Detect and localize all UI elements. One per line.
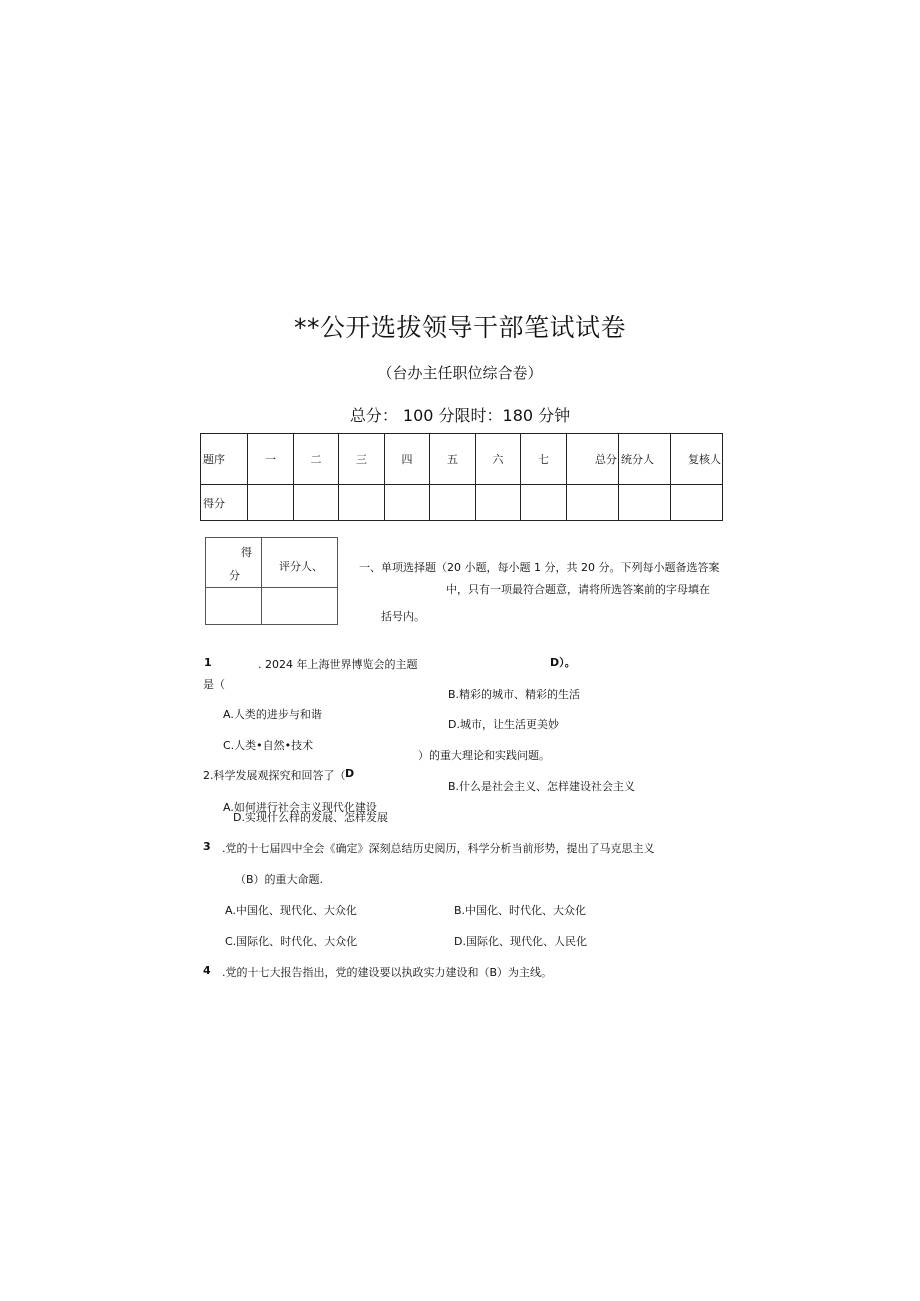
q1-option-c: C.人类•自然•技术	[223, 739, 314, 752]
grader-box-line	[205, 537, 338, 538]
score-input-q7[interactable]	[521, 485, 567, 521]
section-instruction-line1: 一、单项选择题（20 小题，每小题 1 分，共 20 分。下列每小题备选答案	[359, 561, 720, 574]
cell-q2: 二	[294, 434, 339, 485]
q2-option-b: B.什么是社会主义、怎样建设社会主义	[448, 780, 636, 793]
grader-box-line	[205, 624, 338, 625]
cell-q1: 一	[248, 434, 294, 485]
q1-answer: D）。	[550, 656, 576, 669]
score-table-score-row	[201, 485, 723, 521]
q2-text-tail: ）的重大理论和实践问题。	[418, 749, 550, 762]
grader-score-label-1: 得	[241, 546, 252, 559]
cell-q3: 三	[339, 434, 385, 485]
cell-question-no: 题序	[201, 434, 248, 485]
q2-answer: D	[345, 767, 355, 780]
page-subtitle: （台办主任职位综合卷）	[377, 364, 543, 382]
cell-q6: 六	[476, 434, 521, 485]
q1-option-d: D.城市，让生活更美妙	[448, 718, 559, 731]
score-input-total[interactable]	[567, 485, 619, 521]
grader-score-label-2: 分	[229, 569, 240, 582]
q4-text: .党的十七大报告指出，党的建设要以执政实力建设和（B）为主线。	[222, 966, 553, 979]
cell-q4: 四	[385, 434, 430, 485]
score-table	[200, 433, 723, 521]
q1-option-a: A.人类的进步与和谐	[223, 708, 322, 721]
score-input-q5[interactable]	[430, 485, 476, 521]
q2-option-a: A.如何进行社会主义现代化建设	[223, 801, 377, 814]
q4-number: 4	[203, 964, 211, 977]
score-table-header-row	[201, 434, 723, 485]
q2-option-d: D.实现什么样的发展、怎样发展	[233, 811, 388, 824]
q1-number: 1	[204, 656, 212, 669]
page-title: **公开选拔领导干部笔试试卷	[293, 313, 626, 342]
q3-option-c: C.国际化、时代化、大众化	[225, 935, 358, 948]
q1-option-b: B.精彩的城市、精彩的生活	[448, 688, 581, 701]
score-input-reviewer[interactable]	[671, 485, 723, 521]
score-input-tallier[interactable]	[619, 485, 671, 521]
grader-box-line	[261, 537, 262, 625]
cell-score-label: 得分	[201, 485, 248, 521]
cell-q5: 五	[430, 434, 476, 485]
q3-text: .党的十七届四中全会《确定》深刻总结历史阅历，科学分析当前形势，提出了马克思主义	[222, 842, 655, 855]
grader-box	[205, 537, 338, 625]
score-input-q6[interactable]	[476, 485, 521, 521]
score-input-q2[interactable]	[294, 485, 339, 521]
section-instruction-line3: 括号内。	[381, 610, 425, 623]
cell-total: 总分	[567, 434, 619, 485]
q3-text-line2: （B）的重大命题.	[235, 873, 324, 886]
q1-text-wrap: 是（	[203, 678, 225, 691]
cell-tallier: 统分人	[619, 434, 671, 485]
q3-option-b: B.中国化、时代化、大众化	[454, 904, 587, 917]
section-instruction-line2: 中，只有一项最符合题意，请将所选答案前的字母填在	[446, 583, 710, 596]
q3-option-a: A.中国化、现代化、大众化	[225, 904, 357, 917]
exam-meta: 总分： 100 分限时：180 分钟	[349, 406, 571, 425]
score-input-q4[interactable]	[385, 485, 430, 521]
q2-text: 2.科学发展观探究和回答了（	[203, 769, 346, 782]
q3-number: 3	[203, 840, 211, 853]
cell-reviewer: 复核人	[671, 434, 723, 485]
grader-box-line	[205, 537, 206, 625]
q3-option-d: D.国际化、现代化、人民化	[454, 935, 587, 948]
grader-box-line	[337, 537, 338, 625]
score-input-q1[interactable]	[248, 485, 294, 521]
q1-text: . 2024 年上海世界博览会的主题	[258, 658, 418, 671]
cell-q7: 七	[521, 434, 567, 485]
grader-box-line	[205, 587, 338, 588]
score-input-q3[interactable]	[339, 485, 385, 521]
grader-label: 评分人、	[279, 560, 323, 573]
